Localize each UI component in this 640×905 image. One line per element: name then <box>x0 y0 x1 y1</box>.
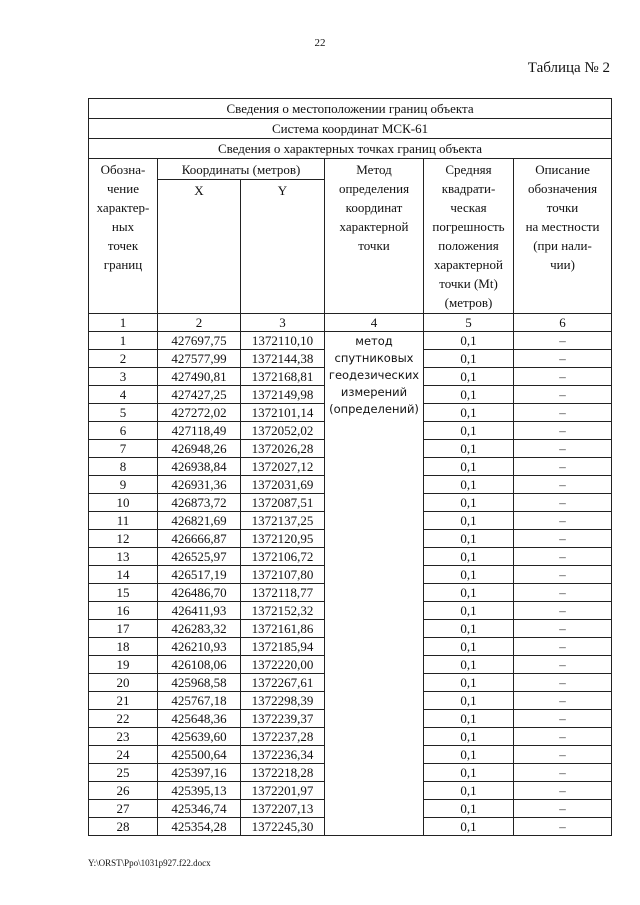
coord-x: 426666,87 <box>158 530 241 548</box>
column-number: 6 <box>514 314 612 332</box>
coord-x: 426283,32 <box>158 620 241 638</box>
mean-error: 0,1 <box>424 656 514 674</box>
header-x: X <box>158 180 241 314</box>
point-number: 17 <box>89 620 158 638</box>
point-number: 2 <box>89 350 158 368</box>
description: – <box>514 818 612 836</box>
coord-y: 1372161,86 <box>241 620 325 638</box>
point-number: 21 <box>89 692 158 710</box>
file-path-footer: Y:\ORST\Ppo\1031p927.f22.docx <box>88 858 211 868</box>
point-number: 11 <box>89 512 158 530</box>
mean-error: 0,1 <box>424 728 514 746</box>
description: – <box>514 404 612 422</box>
description: – <box>514 566 612 584</box>
coord-x: 427272,02 <box>158 404 241 422</box>
description: – <box>514 782 612 800</box>
point-number: 3 <box>89 368 158 386</box>
header-designation: Обозна- чение характер- ных точек границ <box>89 159 158 314</box>
coord-y: 1372207,13 <box>241 800 325 818</box>
coord-x: 426525,97 <box>158 548 241 566</box>
coord-x: 427490,81 <box>158 368 241 386</box>
description: – <box>514 494 612 512</box>
coord-x: 426108,06 <box>158 656 241 674</box>
description: – <box>514 692 612 710</box>
mean-error: 0,1 <box>424 782 514 800</box>
mean-error: 0,1 <box>424 800 514 818</box>
description: – <box>514 386 612 404</box>
description: – <box>514 638 612 656</box>
coord-x: 427577,99 <box>158 350 241 368</box>
mean-error: 0,1 <box>424 764 514 782</box>
mean-error: 0,1 <box>424 368 514 386</box>
coord-x: 426948,26 <box>158 440 241 458</box>
description: – <box>514 350 612 368</box>
coord-x: 426411,93 <box>158 602 241 620</box>
point-number: 6 <box>89 422 158 440</box>
description: – <box>514 368 612 386</box>
description: – <box>514 530 612 548</box>
column-number: 3 <box>241 314 325 332</box>
point-number: 15 <box>89 584 158 602</box>
header-title-coord-system: Система координат МСК-61 <box>89 119 612 139</box>
table-title: Таблица № 2 <box>527 60 610 76</box>
coord-x: 426931,36 <box>158 476 241 494</box>
mean-error: 0,1 <box>424 566 514 584</box>
coord-y: 1372218,28 <box>241 764 325 782</box>
coord-x: 427118,49 <box>158 422 241 440</box>
header-coordinates: Координаты (метров) <box>158 159 325 180</box>
header-method: Метод определения координат характерной точки <box>325 159 424 314</box>
point-number: 19 <box>89 656 158 674</box>
point-number: 9 <box>89 476 158 494</box>
coord-x: 426873,72 <box>158 494 241 512</box>
mean-error: 0,1 <box>424 404 514 422</box>
coord-x: 426486,70 <box>158 584 241 602</box>
coord-y: 1372237,28 <box>241 728 325 746</box>
description: – <box>514 584 612 602</box>
table-row <box>89 332 612 350</box>
mean-error: 0,1 <box>424 476 514 494</box>
point-number: 8 <box>89 458 158 476</box>
header-title-location: Сведения о местоположении границ объекта <box>89 99 612 119</box>
point-number: 20 <box>89 674 158 692</box>
mean-error: 0,1 <box>424 602 514 620</box>
description: – <box>514 512 612 530</box>
header-y: Y <box>241 180 325 314</box>
boundary-points-table <box>88 98 612 836</box>
coord-x: 426517,19 <box>158 566 241 584</box>
header-mean-error: Средняя квадрати- ческая погрешность положения характерной точки (Mt) (метров) <box>424 159 514 314</box>
point-number: 25 <box>89 764 158 782</box>
coord-y: 1372107,80 <box>241 566 325 584</box>
coord-x: 425639,60 <box>158 728 241 746</box>
point-number: 24 <box>89 746 158 764</box>
coord-y: 1372149,98 <box>241 386 325 404</box>
coord-x: 425648,36 <box>158 710 241 728</box>
coord-y: 1372185,94 <box>241 638 325 656</box>
header-title-points: Сведения о характерных точках границ объекта <box>89 139 612 159</box>
mean-error: 0,1 <box>424 710 514 728</box>
mean-error: 0,1 <box>424 386 514 404</box>
description: – <box>514 800 612 818</box>
description: – <box>514 656 612 674</box>
coord-x: 427697,75 <box>158 332 241 350</box>
coord-x: 425968,58 <box>158 674 241 692</box>
coord-x: 426210,93 <box>158 638 241 656</box>
coord-y: 1372087,51 <box>241 494 325 512</box>
coord-x: 425397,16 <box>158 764 241 782</box>
coord-y: 1372201,97 <box>241 782 325 800</box>
point-number: 7 <box>89 440 158 458</box>
description: – <box>514 710 612 728</box>
coord-y: 1372110,10 <box>241 332 325 350</box>
mean-error: 0,1 <box>424 584 514 602</box>
point-number: 18 <box>89 638 158 656</box>
mean-error: 0,1 <box>424 638 514 656</box>
point-number: 26 <box>89 782 158 800</box>
coord-y: 1372298,39 <box>241 692 325 710</box>
coord-y: 1372026,28 <box>241 440 325 458</box>
method-cell: метод спутниковых геодезических измерений (определений) <box>325 332 424 836</box>
description: – <box>514 422 612 440</box>
mean-error: 0,1 <box>424 440 514 458</box>
column-number: 5 <box>424 314 514 332</box>
point-number: 4 <box>89 386 158 404</box>
description: – <box>514 620 612 638</box>
point-number: 14 <box>89 566 158 584</box>
point-number: 12 <box>89 530 158 548</box>
coord-x: 425395,13 <box>158 782 241 800</box>
mean-error: 0,1 <box>424 620 514 638</box>
point-number: 28 <box>89 818 158 836</box>
description: – <box>514 548 612 566</box>
description: – <box>514 602 612 620</box>
coord-y: 1372120,95 <box>241 530 325 548</box>
description: – <box>514 764 612 782</box>
coord-x: 425767,18 <box>158 692 241 710</box>
coord-y: 1372245,30 <box>241 818 325 836</box>
coord-y: 1372106,72 <box>241 548 325 566</box>
point-number: 22 <box>89 710 158 728</box>
coord-y: 1372031,69 <box>241 476 325 494</box>
coord-x: 426938,84 <box>158 458 241 476</box>
mean-error: 0,1 <box>424 746 514 764</box>
mean-error: 0,1 <box>424 458 514 476</box>
point-number: 5 <box>89 404 158 422</box>
mean-error: 0,1 <box>424 332 514 350</box>
coord-y: 1372220,00 <box>241 656 325 674</box>
description: – <box>514 674 612 692</box>
coord-y: 1372101,14 <box>241 404 325 422</box>
description: – <box>514 476 612 494</box>
header-description: Описание обозначения точки на местности (при нали- чии) <box>514 159 612 314</box>
mean-error: 0,1 <box>424 350 514 368</box>
point-number: 27 <box>89 800 158 818</box>
page-number: 22 <box>314 37 326 49</box>
point-number: 23 <box>89 728 158 746</box>
column-number: 4 <box>325 314 424 332</box>
mean-error: 0,1 <box>424 530 514 548</box>
point-number: 13 <box>89 548 158 566</box>
mean-error: 0,1 <box>424 674 514 692</box>
coord-y: 1372052,02 <box>241 422 325 440</box>
coord-y: 1372152,32 <box>241 602 325 620</box>
mean-error: 0,1 <box>424 692 514 710</box>
description: – <box>514 746 612 764</box>
mean-error: 0,1 <box>424 512 514 530</box>
column-number: 2 <box>158 314 241 332</box>
description: – <box>514 728 612 746</box>
point-number: 1 <box>89 332 158 350</box>
coord-y: 1372027,12 <box>241 458 325 476</box>
description: – <box>514 440 612 458</box>
coord-y: 1372236,34 <box>241 746 325 764</box>
column-number: 1 <box>89 314 158 332</box>
mean-error: 0,1 <box>424 494 514 512</box>
coord-y: 1372239,37 <box>241 710 325 728</box>
coord-y: 1372137,25 <box>241 512 325 530</box>
coord-y: 1372144,38 <box>241 350 325 368</box>
mean-error: 0,1 <box>424 818 514 836</box>
description: – <box>514 332 612 350</box>
coord-y: 1372168,81 <box>241 368 325 386</box>
point-number: 16 <box>89 602 158 620</box>
coord-y: 1372267,61 <box>241 674 325 692</box>
description: – <box>514 458 612 476</box>
coord-x: 425354,28 <box>158 818 241 836</box>
mean-error: 0,1 <box>424 422 514 440</box>
mean-error: 0,1 <box>424 548 514 566</box>
coord-x: 427427,25 <box>158 386 241 404</box>
coord-y: 1372118,77 <box>241 584 325 602</box>
coord-x: 425500,64 <box>158 746 241 764</box>
coord-x: 426821,69 <box>158 512 241 530</box>
coord-x: 425346,74 <box>158 800 241 818</box>
point-number: 10 <box>89 494 158 512</box>
